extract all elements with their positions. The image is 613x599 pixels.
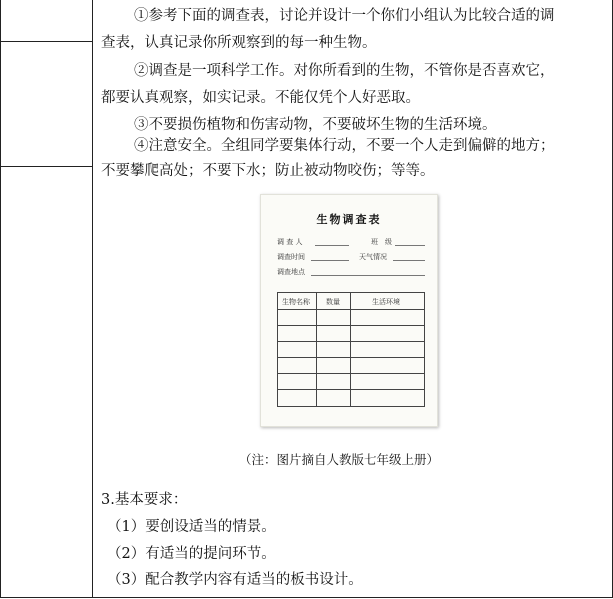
- investigator-line: [315, 245, 349, 246]
- survey-table: [277, 292, 425, 407]
- requirements-heading: 3.基本要求：: [101, 492, 188, 508]
- paragraph-1-line-1: ①参考下面的调查表，讨论并设计一个你们小组认为比较合适的调: [134, 8, 555, 24]
- paragraph-2-line-1: ②调查是一项科学工作。对你所看到的生物，不管你是否喜欢它，: [134, 63, 555, 79]
- table-row-line: [278, 309, 424, 310]
- table-row-line: [278, 373, 424, 374]
- requirement-item: （2）有适当的提问环节。: [107, 546, 276, 562]
- location-line: [311, 275, 425, 276]
- paragraph-2-line-2: 都要认真观察，如实记录。不能仅凭个人好恶取。: [101, 90, 420, 106]
- time-line: [311, 260, 349, 261]
- paragraph-3: ③不要损伤植物和伤害动物，不要破坏生物的生活环境。: [134, 117, 497, 133]
- left-cell-rule: [0, 41, 93, 42]
- location-label: 调查地点: [277, 268, 305, 276]
- requirement-item: （1）要创设适当的情景。: [107, 519, 276, 535]
- paragraph-4-line-1: ④注意安全。全组同学要集体行动，不要一个人走到偏僻的地方；: [134, 138, 555, 154]
- class-label: 班 级: [371, 238, 392, 246]
- survey-form-title: 生物调查表: [316, 213, 382, 226]
- table-row-line: [278, 389, 424, 390]
- image-caption: （注：图片摘自人教版七年级上册）: [239, 452, 440, 467]
- weather-label: 天气情况: [359, 253, 387, 261]
- table-header-name: 生物名称: [282, 298, 310, 306]
- requirement-item: （3）配合教学内容有适当的板书设计。: [107, 572, 363, 588]
- table-row-line: [278, 325, 424, 326]
- paragraph-1-line-2: 查表，认真记录你所观察到的每一种生物。: [101, 35, 377, 51]
- survey-form-image: [260, 194, 438, 427]
- paragraph-4-line-2: 不要攀爬高处；不要下水；防止被动物咬伤；等等。: [101, 163, 435, 179]
- table-row-line: [278, 341, 424, 342]
- time-label: 调查时间: [277, 253, 305, 261]
- column-divider: [92, 0, 93, 598]
- investigator-label: 调 查 人: [277, 238, 303, 246]
- table-header-quantity: 数量: [326, 298, 340, 306]
- left-cell-rule: [0, 166, 93, 167]
- table-header-habitat: 生活环境: [372, 298, 400, 306]
- table-row-line: [278, 357, 424, 358]
- weather-line: [393, 260, 425, 261]
- class-line: [395, 245, 425, 246]
